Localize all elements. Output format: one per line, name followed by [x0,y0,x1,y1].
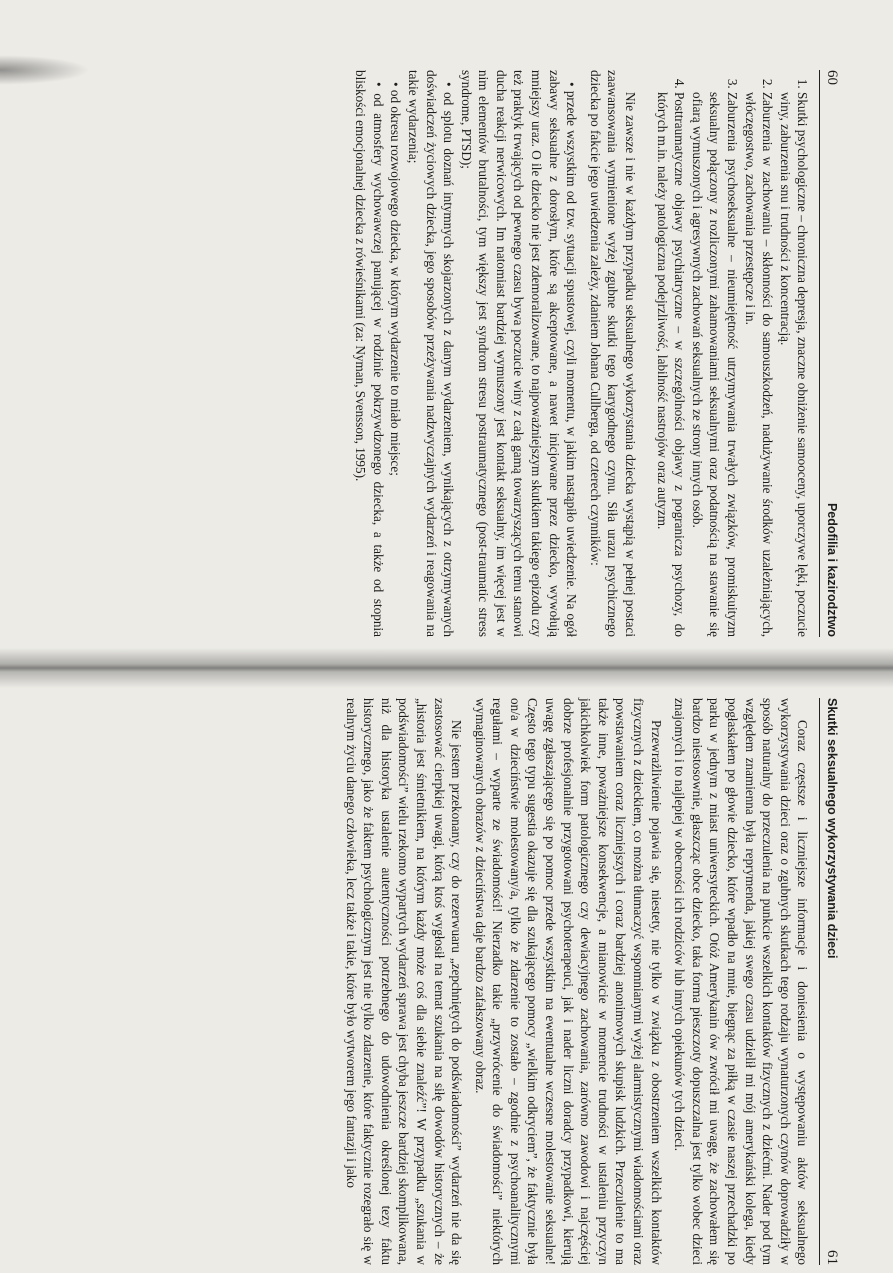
list-item: 2. Zaburzenia w zachowaniu – skłonności do samouszkodzeń, nadużywanie środków uzależniających, włóczęgostwo, zachowania przestępcze i in. [741,92,776,637]
running-head: Skutki seksualnego wykorzystywania dzieci [825,698,839,959]
paragraph: Nie zawsze i nie w każdym przypadku seksualnego wykorzystania dziecka wystąpią w pełnej postaci zaawansowania wymienione wyżej zgubne skutki tego karygodnego czynu. Siła urazu psychicznego dziecka po fakcie jego uwiedzenia zależy, zdaniem Johana Cullberga, od czterech czynników: [587,70,639,637]
list-item: 4. Posttraumatyczne objawy psychiatryczne – w szczególności objawy z pogranicza psychozy, do których m.in. należy patologiczna podejrzliwość, labilność nastrojów oraz autyzm. [653,92,688,637]
paragraph: Nie jestem przekonany, czy do rezerwuaru „zepchniętych do podświadomości” wydarzeń nie da się zastosować cierpkiej uwagi, którą ktoś wygłosił na temat szukania na siłę dowodów historycznych – że „historia jest śmietnikiem, na którym każdy może coś dla siebie znaleźć”! W przypadku „szukania w podświadomości” wielu rzekomo wypartych wydarzeń sprawa jest chyba jeszcze bardziej skomplikowana, niż dla historyka ustalenie autentyczności potrzebnego do udowodnienia określonej tezy faktu historycznego, jako że faktem psychologicznym jest nie tylko zdarzenie, które faktycznie rozegrało się w realnym życiu danego człowieka, lecz także i takie, które było wytworem jego fantazji i jako [343,698,465,1265]
paragraph: Coraz częstsze i liczniejsze informacje i doniesienia o występowaniu aktów seksualnego wykorzystywania dzieci oraz o zgubnych skutkach tego rodzaju wynaturzonych czynów doprowadziły w sposób naturalny do przeczulenia na punkcie wszelkich kontaktów fizycznych z dziećmi. Nader pod tym względem znamienna była reprymenda, jakiej swego czasu udzielił mi mój amerykański kolega, kiedy pogłaskałem po głowie dziecko, które wpadło na mnie, biegnąc za piłką w czasie naszej przechadzki po parku w jednym z miast uniwersyteckich. Otóż Amerykanin ów zwrócił mi uwagę, że zachowałem się bardzo niestosownie, głaszcząc obce dziecko, taka forma pieszczoty dopuszczalna jest tylko wobec dzieci znajomych i to najlepiej w obecności ich rodziców lub innych opiekunów tych dzieci. [672,698,811,1265]
right-page-content [65,690,840,1273]
effects-list [653,70,811,637]
running-head: Pedofilia i kazirodztwo [825,502,839,637]
right-page-header [819,698,840,1265]
left-page [65,62,840,645]
list-item: 1. Skutki psychologiczne – chroniczna depresja, znaczne obniżenie samooceny, uporczywe lęki, poczucie winy, zaburzenia snu i trudności z koncentracją. [776,92,811,637]
page-number: 60 [824,70,840,85]
bullet-paragraph: • od splotu doznań intymnych skojarzonych z danym wydarzeniem, wynikających z otrzymywanych doświadczeń życiowych dziecka, jego sposobów przeżywania nadzwyczajnych wydarzeń i reagowania na takie wydarzenia; [405,70,457,637]
right-page [65,690,840,1265]
book-spine-shadow [0,648,893,688]
bullet-paragraph: • przede wszystkim od tzw. sytuacji spustowej, czyli momentu, w jakim nastąpiło uwiedzenie. Na ogół zabawy seksualne z dorosłym, które są akceptowane, a nawet inicjowane przez dziecko, wywołują mniejszy uraz. O ile dziecko nie jest zdemoralizowane, to najpoważniejszym skutkiem takiego epizodu czy też praktyk trwających od pewnego czasu bywa poczucie winy z całą gamą towarzyszących temu stanowi ducha reakcji nerwicowych. Im natomiast bardziej wymuszony jest kontakt seksualny, im więcej jest w nim elementów brutalności, tym większy jest syndrom stresu postraumatycznego (post-traumatic stress syndrome, PTSD); [458,70,580,637]
paragraph: Przewrażliwienie pojawia się, niestety, nie tylko w związku z obostrzeniem wszelkich kontaktów fizycznych z dzieckiem, co można tłumaczyć wspomnianymi wyżej alarmistycznymi wiadomościami oraz powstawaniem coraz liczniejszych i coraz bardziej anonimowych skupisk ludzkich. Przeczulenie to ma także inne, poważniejsze konsekwencje, a mianowicie w momencie trudności w ustaleniu przyczyn jakichkolwiek form patologicznego czy dewiacyjnego zachowania, zarówno zawodowi i najczęściej dobrze profesjonalnie przygotowani psychoterapeuci, jak i nader liczni doradcy przypadkowi, kierują uwagę zgłaszającego się po pomoc przede wszystkim na ewentualne wczesne molestowanie seksualne! Często tego typu sugestia okazuje się dla szukającego pomocy „wielkim odkryciem”, że faktycznie była on/a w dzieciństwie molestowany/a, tylko że zdarzenie to zostało – zgodnie z psychoanalitycznymi regułami – wyparte ze świadomości! Nierzadko takie „przywrócenie do świadomości” niektórych wymaginowanych obrazów z dzieciństwa daje bardzo zafałszowany obraz. [472,698,664,1265]
left-page-content [65,62,840,645]
bullet-paragraph: • od okresu rozwojowego dziecka, w którym wydarzenie to miało miejsce; [388,82,404,476]
page-number: 61 [824,1250,840,1265]
left-page-header [819,70,840,637]
list-item: 3. Zaburzenia psychoseksualne – nieumiejętność utrzymywania trwałych związków, promiskuityzm seksualny połączony z rozliczonymi zahamowaniami seksualnymi oraz podatnością na stawanie się ofiarą wymuszonych i agresywnych zachowań seksualnych ze strony innych osób. [688,92,741,637]
bullet-paragraph: • od atmosfery wychowawczej panującej w rodzinie pokrzywdzonego dziecka, a także od stopnia bliskości emocjonalnej dziecka z rówieśnikami (za: Nyman, Svensson, 1995). [353,70,386,637]
